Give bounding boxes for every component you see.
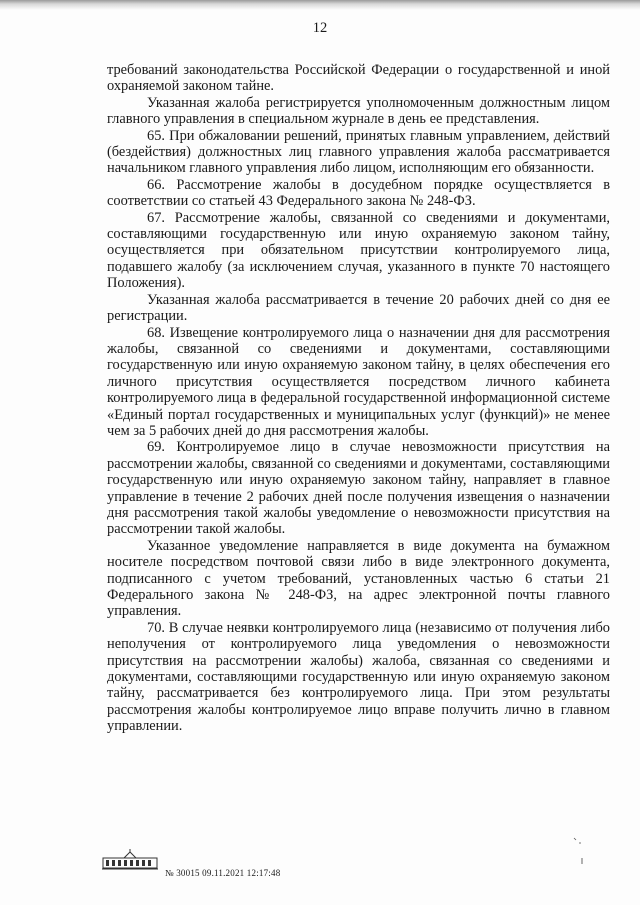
scan-edge-shadow xyxy=(0,0,640,10)
paragraph-item-65: 65. При обжаловании решений, принятых главным управлением, действий (бездействия) должностных лиц главного управления жалоба рассматривается начальником главного управления либо лицом, исполняющим его обязанности. xyxy=(107,127,610,177)
scan-speck-marks xyxy=(568,830,588,870)
paragraph: Указанное уведомление направляется в виде документа на бумажном носителе посредством почтовой связи либо в виде электронного документа, подписанного с учетом требований, установленных частью 6 статьи 21 Федерального закона № 248-ФЗ, на адрес электронной почты главного управления. xyxy=(107,537,610,620)
page-number: 12 xyxy=(312,20,328,36)
paragraph-item-69: 69. Контролируемое лицо в случае невозможности присутствия на рассмотрении жалобы, связанной со сведениями и документами, составляющими государственную или иную охраняемую законом тайну, направляет в главное управление в течение 2 рабочих дней после получения извещения о назначении дня рассмотрения такой жалобы уведомление о невозможности присутствия на рассмотрении такой жалобы. xyxy=(107,439,610,538)
paragraph-item-70: 70. В случае неявки контролируемого лица (независимо от получения либо неполучения от контролируемого лица уведомления о невозможности присутствия на рассмотрении жалобы) жалоба, связанная со сведениями и документами, составляющими государственную или иную охраняемую законом тайну, рассматривается без контролируемого лица. При этом результаты рассмотрения жалобы контролируемое лицо вправе получить лично в главном управлении. xyxy=(107,619,610,735)
document-body xyxy=(107,62,610,735)
paragraph: Указанная жалоба рассматривается в течение 20 рабочих дней со дня ее регистрации. xyxy=(107,291,610,325)
registration-stamp: № 30015 09.11.2021 12:17:48 xyxy=(165,868,281,878)
paragraph-item-68: 68. Извещение контролируемого лица о назначении дня для рассмотрения жалобы, связанной со сведениями и документами, составляющими государственную или иную охраняемую законом тайну, в целях обеспечения его личного присутствия осуществляется посредством личного кабинета контролируемого лица в федеральной государственной информационной системе «Единый портал государственных и муниципальных услуг (функций)» не менее чем за 5 рабочих дней до дня рассмотрения жалобы. xyxy=(107,324,610,439)
paragraph: Указанная жалоба регистрируется уполномоченным должностным лицом главного управления в специальном журнале в день ее представления. xyxy=(107,94,610,128)
government-building-logo-icon xyxy=(100,848,160,872)
page-footer xyxy=(100,848,620,888)
paragraph-item-67: 67. Рассмотрение жалобы, связанной со сведениями и документами, составляющими государственную или иную охраняемую законом тайну, осуществляется при обязательном присутствии контролируемого лица, подавшего жалобу (за исключением случая, указанного в пункте 70 настоящего Положения). xyxy=(107,209,610,292)
paragraph-continuation: требований законодательства Российской Федерации о государственной и иной охраняемой законом тайне. xyxy=(107,62,610,95)
paragraph-item-66: 66. Рассмотрение жалобы в досудебном порядке осуществляется в соответствии со статьей 43 Федерального закона № 248-ФЗ. xyxy=(107,176,610,210)
